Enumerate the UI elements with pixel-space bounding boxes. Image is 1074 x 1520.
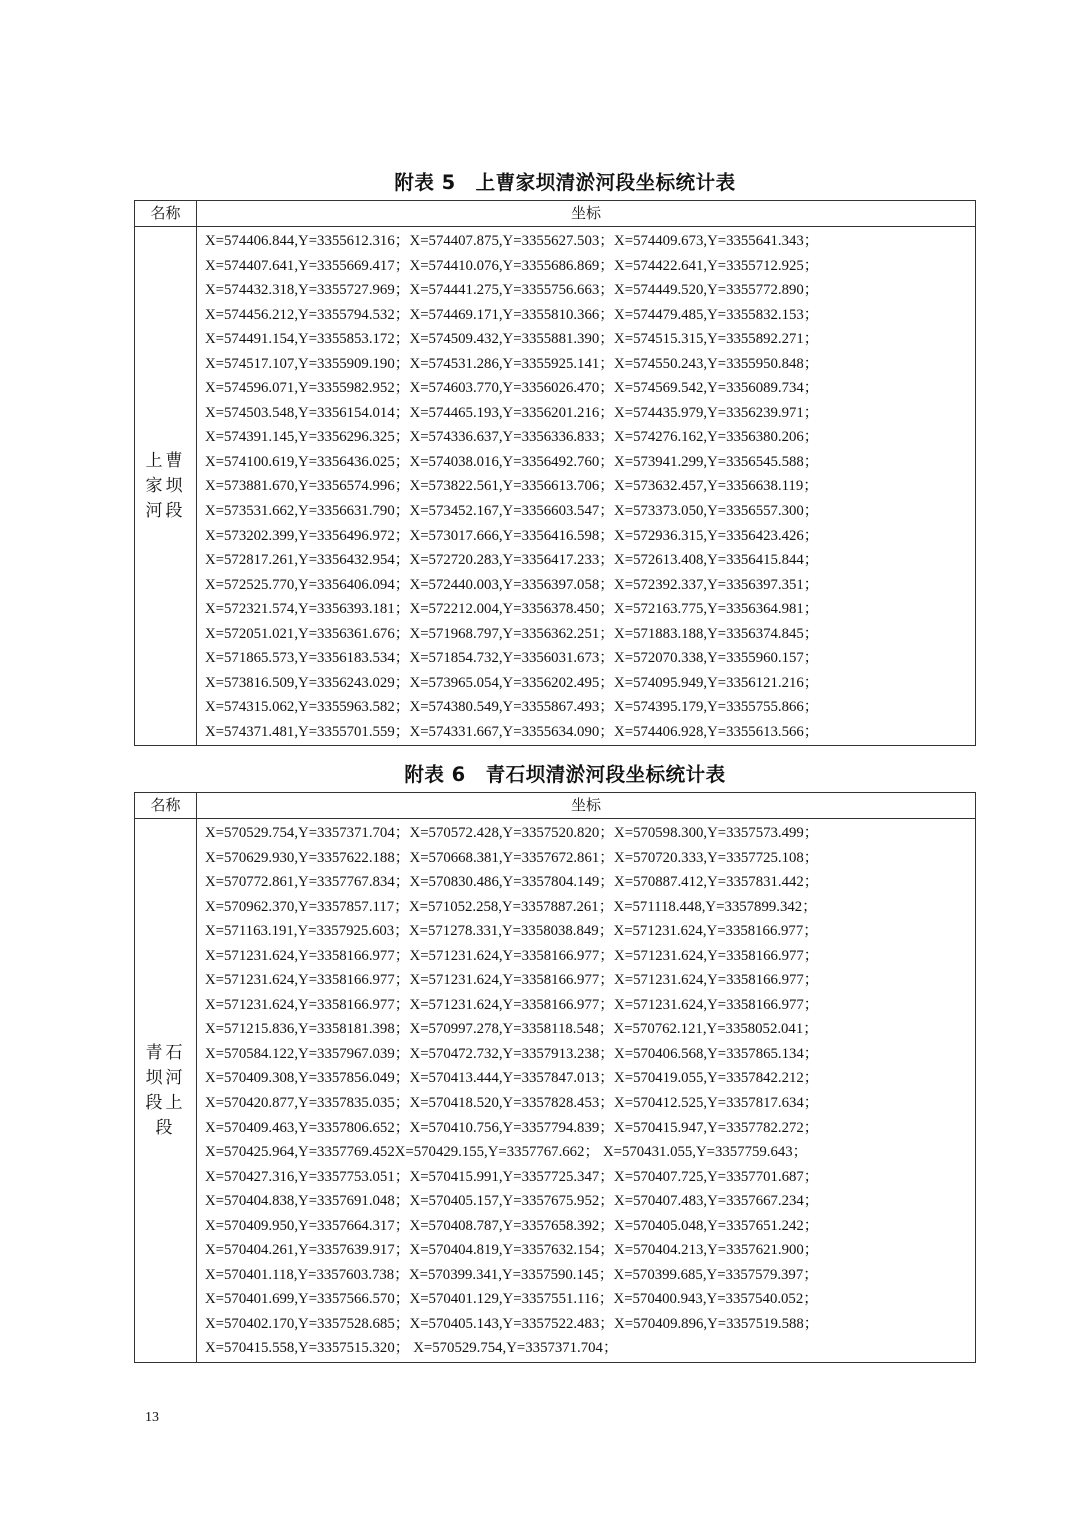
table-caption: 附表 5 上曹家坝清淤河段坐标统计表 [394, 171, 736, 194]
section-name: 青石坝河段上段 [145, 1042, 186, 1138]
coordinate-line: X=574596.071,Y=3355982.952；X=574603.770,Y=3356026.470；X=574569.542,Y=3356089.734； [205, 380, 819, 397]
coordinate-line: X=571215.836,Y=3358181.398；X=570997.278,Y=3358118.548；X=570762.121,Y=3358052.041； [205, 1021, 819, 1038]
coordinate-table-5 [134, 166, 976, 746]
coordinate-line: X=570409.463,Y=3357806.652；X=570410.756,Y=3357794.839；X=570415.947,Y=3357782.272； [205, 1119, 819, 1136]
coordinate-line: X=573531.662,Y=3356631.790；X=573452.167,Y=3356603.547；X=573373.050,Y=3356557.300； [205, 503, 819, 520]
coordinate-line: X=570427.316,Y=3357753.051；X=570415.991,Y=3357725.347；X=570407.725,Y=3357701.687； [205, 1168, 819, 1185]
coordinate-line: X=574100.619,Y=3356436.025；X=574038.016,Y=3356492.760；X=573941.299,Y=3356545.588； [205, 453, 819, 470]
section-name-cell [135, 227, 197, 746]
header-name: 名称 [135, 793, 197, 819]
coordinate-line: X=571163.191,Y=3357925.603；X=571278.331,Y=3358038.849；X=571231.624,Y=3358166.977； [205, 923, 819, 940]
coordinate-line: X=570629.930,Y=3357622.188；X=570668.381,Y=3357672.861；X=570720.333,Y=3357725.108； [205, 849, 819, 866]
coordinate-line: X=574391.145,Y=3356296.325；X=574336.637,Y=3356336.833；X=574276.162,Y=3356380.206； [205, 429, 819, 446]
coordinate-line: X=571231.624,Y=3358166.977；X=571231.624,Y=3358166.977；X=571231.624,Y=3358166.977； [205, 996, 819, 1013]
coordinate-line: X=572525.770,Y=3356406.094；X=572440.003,Y=3356397.058；X=572392.337,Y=3356397.351； [205, 576, 819, 593]
table-header-row [135, 201, 976, 227]
section-name: 上曹家坝河段 [145, 450, 186, 521]
section-name-cell [135, 819, 197, 1363]
coordinate-lines [205, 821, 975, 1361]
coordinate-line: X=573202.399,Y=3356496.972；X=573017.666,Y=3356416.598；X=572936.315,Y=3356423.426； [205, 527, 819, 544]
coordinate-line: X=570415.558,Y=3357515.320； X=570529.754,Y=3357371.704； [205, 1340, 618, 1357]
coordinate-line: X=571231.624,Y=3358166.977；X=571231.624,Y=3358166.977；X=571231.624,Y=3358166.977； [205, 972, 819, 989]
header-coordinates: 坐标 [197, 793, 976, 819]
coordinate-line: X=570420.877,Y=3357835.035；X=570418.520,Y=3357828.453；X=570412.525,Y=3357817.634； [205, 1095, 819, 1112]
coordinate-line: X=570425.964,Y=3357769.452X=570429.155,Y=3357767.662； X=570431.055,Y=3357759.643； [205, 1144, 808, 1161]
coordinate-line: X=570409.308,Y=3357856.049；X=570413.444,Y=3357847.013；X=570419.055,Y=3357842.212； [205, 1070, 819, 1087]
coordinate-line: X=570584.122,Y=3357967.039；X=570472.732,Y=3357913.238；X=570406.568,Y=3357865.134； [205, 1045, 819, 1062]
header-coordinates: 坐标 [197, 201, 976, 227]
coordinate-line: X=574517.107,Y=3355909.190；X=574531.286,Y=3355925.141；X=574550.243,Y=3355950.848； [205, 355, 819, 372]
coordinate-line: X=574315.062,Y=3355963.582；X=574380.549,Y=3355867.493；X=574395.179,Y=3355755.866； [205, 699, 819, 716]
table [134, 200, 976, 746]
header-name: 名称 [135, 201, 197, 227]
coordinate-line: X=574371.481,Y=3355701.559；X=574331.667,Y=3355634.090；X=574406.928,Y=3355613.566； [205, 723, 819, 740]
coordinate-line: X=572321.574,Y=3356393.181；X=572212.004,Y=3356378.450；X=572163.775,Y=3356364.981； [205, 601, 819, 618]
coordinate-line: X=571231.624,Y=3358166.977；X=571231.624,Y=3358166.977；X=571231.624,Y=3358166.977； [205, 947, 819, 964]
coordinate-line: X=572051.021,Y=3356361.676；X=571968.797,Y=3356362.251；X=571883.188,Y=3356374.845； [205, 625, 819, 642]
table-row [135, 819, 976, 1363]
coordinate-line: X=573881.670,Y=3356574.996；X=573822.561,Y=3356613.706；X=573632.457,Y=3356638.119； [205, 478, 819, 495]
coordinate-line: X=570409.950,Y=3357664.317；X=570408.787,Y=3357658.392；X=570405.048,Y=3357651.242； [205, 1217, 819, 1234]
coordinate-line: X=574407.641,Y=3355669.417；X=574410.076,Y=3355686.869；X=574422.641,Y=3355712.925； [205, 257, 819, 274]
coordinate-line: X=570404.838,Y=3357691.048；X=570405.157,Y=3357675.952；X=570407.483,Y=3357667.234； [205, 1193, 819, 1210]
coordinate-line: X=570772.861,Y=3357767.834；X=570830.486,Y=3357804.149；X=570887.412,Y=3357831.442； [205, 874, 819, 891]
coordinates-cell [197, 819, 976, 1363]
coordinate-line: X=570404.261,Y=3357639.917；X=570404.819,Y=3357632.154；X=570404.213,Y=3357621.900； [205, 1242, 819, 1259]
coordinate-line: X=573816.509,Y=3356243.029；X=573965.054,Y=3356202.495；X=574095.949,Y=3356121.216； [205, 674, 819, 691]
coordinate-line: X=571865.573,Y=3356183.534；X=571854.732,Y=3356031.673；X=572070.338,Y=3355960.157； [205, 650, 819, 667]
coordinate-line: X=574456.212,Y=3355794.532；X=574469.171,Y=3355810.366；X=574479.485,Y=3355832.153； [205, 306, 819, 323]
coordinate-line: X=572817.261,Y=3356432.954；X=572720.283,Y=3356417.233；X=572613.408,Y=3356415.844； [205, 552, 819, 569]
table-row [135, 227, 976, 746]
table-header-row [135, 793, 976, 819]
coordinate-line: X=570402.170,Y=3357528.685；X=570405.143,Y=3357522.483；X=570409.896,Y=3357519.588； [205, 1315, 819, 1332]
coordinate-line: X=570529.754,Y=3357371.704；X=570572.428,Y=3357520.820；X=570598.300,Y=3357573.499； [205, 825, 819, 841]
coordinates-cell [197, 227, 976, 746]
table-caption: 附表 6 青石坝清淤河段坐标统计表 [404, 763, 726, 786]
coordinate-line: X=570401.118,Y=3357603.738；X=570399.341,Y=3357590.145；X=570399.685,Y=3357579.397； [205, 1266, 819, 1283]
table [134, 792, 976, 1363]
page-number: 13 [145, 1410, 159, 1425]
coordinate-line: X=574406.844,Y=3355612.316；X=574407.875,Y=3355627.503；X=574409.673,Y=3355641.343； [205, 233, 819, 249]
coordinate-line: X=570401.699,Y=3357566.570；X=570401.129,Y=3357551.116；X=570400.943,Y=3357540.052； [205, 1291, 819, 1308]
coordinate-line: X=574432.318,Y=3355727.969；X=574441.275,Y=3355756.663；X=574449.520,Y=3355772.890； [205, 282, 819, 299]
coordinate-line: X=574491.154,Y=3355853.172；X=574509.432,Y=3355881.390；X=574515.315,Y=3355892.271； [205, 331, 819, 348]
coordinate-line: X=570962.370,Y=3357857.117；X=571052.258,Y=3357887.261；X=571118.448,Y=3357899.342； [205, 898, 817, 915]
coordinate-table-6 [134, 758, 976, 1363]
coordinate-lines [205, 229, 975, 744]
coordinate-line: X=574503.548,Y=3356154.014；X=574465.193,Y=3356201.216；X=574435.979,Y=3356239.971； [205, 404, 819, 421]
